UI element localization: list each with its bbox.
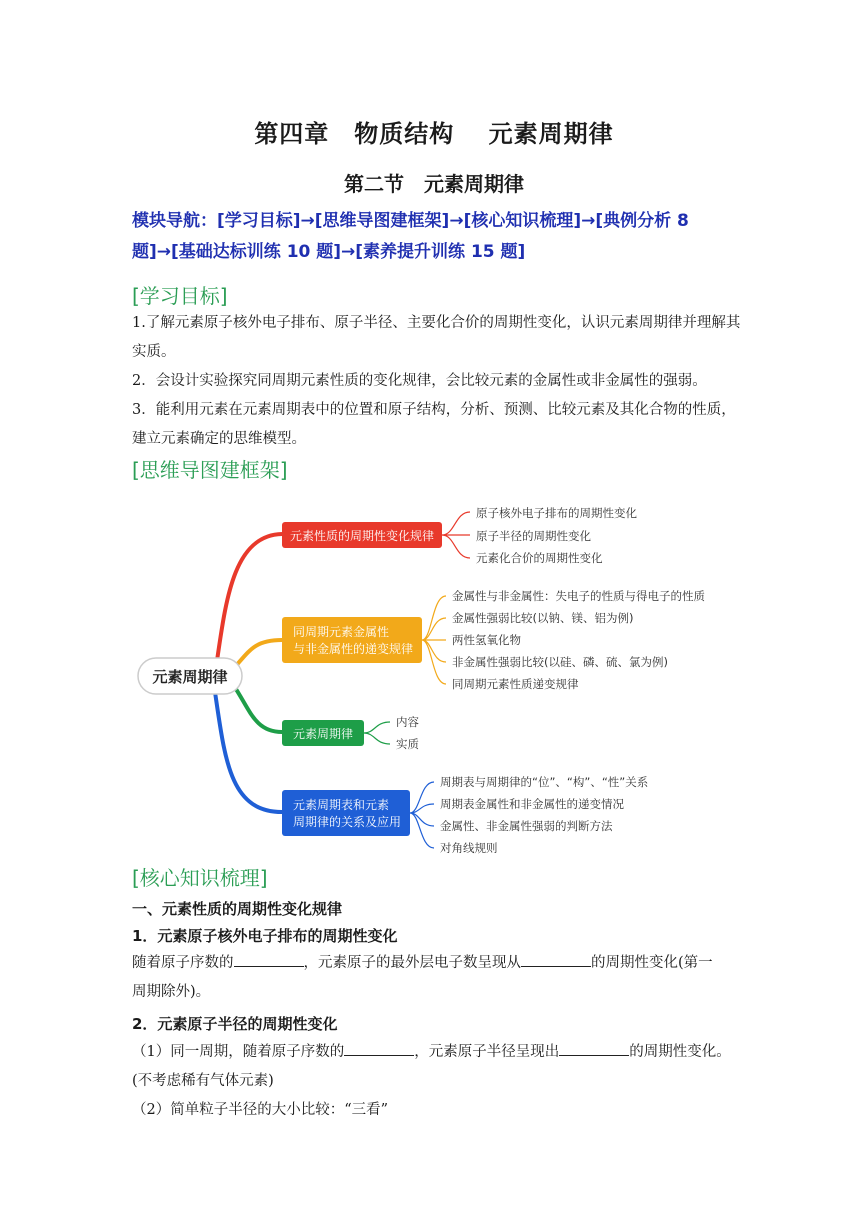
subsection-2-title: 2．元素原子半径的周期性变化 [132,1015,338,1033]
text-fragment: （2）简单粒子半径的大小比较：“三看” [132,1102,389,1118]
leaf-2-2: 金属性强弱比较(以钠、镁、铝为例) [452,611,634,625]
branch-label-1: 元素性质的周期性变化规律 [289,529,435,543]
module-nav-line-2: 题]→[基础达标训练 10 题]→[素养提升训练 15 题] [132,242,526,262]
fill-blank[interactable] [234,952,304,967]
leaf-connectors-4 [410,782,434,848]
fill-blank[interactable] [521,952,591,967]
section-title: 第二节 元素周期律 [344,172,524,196]
text-fragment: ，元素原子的最外层电子数呈现从 [303,955,521,971]
leaf-4-2: 周期表金属性和非金属性的递变情况 [440,797,624,811]
text-fragment: (不考虑稀有气体元素) [132,1073,274,1089]
leaf-connectors-3 [364,722,390,744]
fill-blank[interactable] [344,1041,414,1056]
leaf-2-5: 同周期元素性质递变规律 [452,677,579,691]
text-fragment: ，元素原子半径呈现出 [414,1044,560,1060]
mindmap-diagram [0,490,868,870]
branch-node-4 [282,790,410,836]
leaf-4-3: 金属性、非金属性强弱的判断方法 [440,819,613,833]
branch-connector-2 [234,640,282,668]
subsection-2-text [132,1038,742,1125]
learning-goal-item: 3．能利用元素在元素周期表中的位置和原子结构，分析、预测、比较元素及其化合物的性质，建立元素确定的思维模型。 [132,402,736,447]
leaf-3-2: 实质 [396,737,419,751]
leaf-connectors-2 [422,596,446,684]
branch-label-2b: 与非金属性的递变规律 [293,642,414,656]
text-fragment: 的周期性变化(第一 [591,955,713,971]
branch-label-3: 元素周期律 [292,727,354,741]
leaf-4-4: 对角线规则 [440,841,498,855]
leaf-1-2: 原子半径的周期性变化 [476,529,591,543]
core-knowledge-heading: [核心知识梳理] [132,866,268,890]
learning-goal-item: 1.了解元素原子核外电子排布、原子半径、主要化合价的周期性变化，认识元素周期律并理解其实质。 [132,315,741,360]
text-fragment: 随着原子序数的 [132,955,234,971]
module-nav-line-1: 模块导航：[学习目标]→[思维导图建框架]→[核心知识梳理]→[典例分析 8 [132,211,689,231]
leaf-2-3: 两性氢氧化物 [452,633,521,647]
leaf-1-3: 元素化合价的周期性变化 [476,551,603,565]
learning-goals-heading: [学习目标] [132,284,228,308]
leaf-connectors-1 [442,512,470,558]
text-fragment: （1）同一周期，随着原子序数的 [132,1044,345,1060]
text-fragment: 周期除外)。 [132,984,211,1000]
branch-label-4a: 元素周期表和元素 [293,798,390,812]
subsection-1-title: 1．元素原子核外电子排布的周期性变化 [132,927,398,945]
text-fragment: 的周期性变化。 [629,1044,731,1060]
part-1-title: 一、元素性质的周期性变化规律 [132,900,343,918]
fill-blank[interactable] [559,1041,629,1056]
branch-label-4b: 周期律的关系及应用 [293,815,402,829]
learning-goals-list [132,309,742,454]
mindmap-heading: [思维导图建框架] [132,458,288,482]
branch-label-2a: 同周期元素金属性 [293,625,390,639]
branch-node-2 [282,617,422,663]
subsection-1-text [132,949,742,1007]
learning-goal-item: 2．会设计实验探究同周期元素性质的变化规律，会比较元素的金属性或非金属性的强弱。 [132,373,707,389]
leaf-4-1: 周期表与周期律的“位”、“构”、“性”关系 [440,775,649,789]
leaf-3-1: 内容 [396,715,419,729]
leaf-2-4: 非金属性强弱比较(以硅、磷、硫、氯为例) [452,655,668,669]
module-navigation [132,206,742,268]
leaf-1-1: 原子核外电子排布的周期性变化 [476,506,637,520]
chapter-title: 第四章 物质结构 元素周期律 [254,120,614,148]
branch-connector-3 [234,686,282,732]
mindmap-root-label: 元素周期律 [152,668,228,686]
leaf-2-1: 金属性与非金属性：失电子的性质与得电子的性质 [452,589,705,603]
